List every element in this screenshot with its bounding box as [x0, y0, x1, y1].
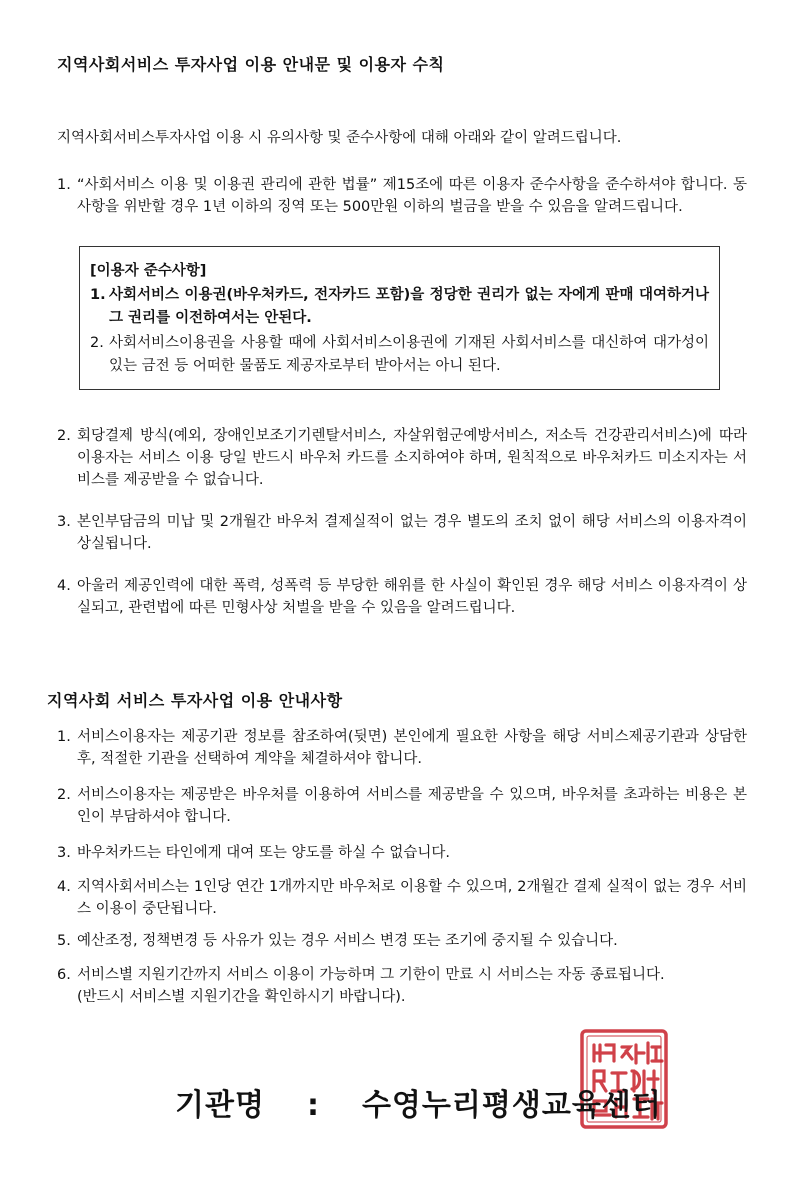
box-item-2 — [90, 332, 709, 378]
guide-item-3 — [57, 842, 747, 864]
item-text: 본인부담금의 미납 및 2개월간 바우처 결제실적이 없는 경우 별도의 조치 없이 해당 서비스의 이용자격이 상실됩니다. — [77, 514, 747, 552]
guide-item-4 — [57, 876, 747, 920]
guide-item-2 — [57, 784, 747, 828]
item-number: 1. — [57, 729, 71, 745]
box-item-number: 1. — [90, 287, 106, 303]
item-note: (반드시 서비스별 지원기간을 확인하시기 바랍니다). — [77, 989, 406, 1005]
item-number: 3. — [57, 845, 71, 861]
box-heading: [이용자 준수사항] — [90, 263, 207, 279]
box-item-1 — [90, 284, 709, 330]
item-text: 예산조정, 정책변경 등 사유가 있는 경우 서비스 변경 또는 조기에 중지될 수 있습니다. — [77, 933, 618, 949]
guide-item-6 — [57, 964, 747, 1008]
document-title: 지역사회서비스 투자사업 이용 안내문 및 이용자 수칙 — [57, 55, 445, 74]
box-item-number: 2. — [90, 335, 104, 351]
guide-item-5 — [57, 930, 747, 952]
item-number: 3. — [57, 514, 71, 530]
notice-item-1 — [57, 174, 747, 218]
item-text: 아울러 제공인력에 대한 폭력, 성폭력 등 부당한 해위를 한 사실이 확인된 경우 해당 서비스 이용자격이 상실되고, 관련법에 따른 민형사상 처벌을 받을 수 있음을 알려드립니다. — [77, 578, 747, 616]
item-number: 4. — [57, 879, 71, 895]
institution-label: 기관명 — [175, 1088, 265, 1123]
guide-title: 지역사회 서비스 투자사업 이용 안내사항 — [47, 691, 343, 710]
item-number: 5. — [57, 933, 71, 949]
notice-item-3 — [57, 511, 747, 555]
guide-item-1 — [57, 726, 747, 770]
notice-item-2 — [57, 425, 747, 491]
item-text: 지역사회서비스는 1인당 연간 1개까지만 바우처로 이용할 수 있으며, 2개월간 결제 실적이 없는 경우 서비스 이용이 중단됩니다. — [77, 879, 747, 917]
item-number: 4. — [57, 578, 71, 594]
box-item-text: 사회서비스 이용권(바우처카드, 전자카드 포함)을 정당한 권리가 없는 자에게 판매 대여하거나 그 권리를 이전하여서는 안된다. — [109, 287, 709, 326]
item-text: 서비스이용자는 제공받은 바우처를 이용하여 서비스를 제공받을 수 있으며, 바우처를 초과하는 비용은 본인이 부담하셔야 합니다. — [77, 787, 747, 825]
item-text: 회당결제 방식(예외, 장애인보조기기렌탈서비스, 자살위험군예방서비스, 저소득 건강관리서비스)에 따라 이용자는 서비스 이용 당일 반드시 바우처 카드를 소지하여야 하며, 원칙적으로 바우처카드 미소지자는 서비스를 제공받을 수 없습니다. — [77, 428, 747, 488]
item-text: “사회서비스 이용 및 이용권 관리에 관한 법률” 제15조에 따른 이용자 준수사항을 준수하셔야 합니다. 동 사항을 위반할 경우 1년 이하의 징역 또는 500만원 이하의 벌금을 받을 수 있음을 알려드립니다. — [77, 177, 747, 215]
institution-colon: : — [306, 1088, 320, 1123]
item-text: 바우처카드는 타인에게 대여 또는 양도를 하실 수 없습니다. — [77, 845, 451, 861]
user-rules-box — [79, 246, 720, 390]
institution-name: 수영누리평생교육센터 — [361, 1088, 662, 1123]
box-item-text: 사회서비스이용권을 사용할 때에 사회서비스이용권에 기재된 사회서비스를 대신하여 대가성이 있는 금전 등 어떠한 물품도 제공자로부터 받아서는 아니 된다. — [109, 335, 709, 374]
item-number: 2. — [57, 428, 71, 444]
item-text: 서비스별 지원기간까지 서비스 이용이 가능하며 그 기한이 만료 시 서비스는 자동 종료됩니다. — [77, 967, 665, 983]
item-text: 서비스이용자는 제공기관 정보를 참조하여(뒷면) 본인에게 필요한 사항을 해당 서비스제공기관과 상담한 후, 적절한 기관을 선택하여 계약을 체결하셔야 합니다. — [77, 729, 747, 767]
institution-line — [175, 1080, 662, 1124]
notice-item-4 — [57, 575, 747, 619]
item-number: 2. — [57, 787, 71, 803]
item-number: 6. — [57, 967, 71, 983]
intro-text: 지역사회서비스투자사업 이용 시 유의사항 및 준수사항에 대해 아래와 같이 알려드립니다. — [57, 130, 622, 146]
item-number: 1. — [57, 177, 71, 193]
